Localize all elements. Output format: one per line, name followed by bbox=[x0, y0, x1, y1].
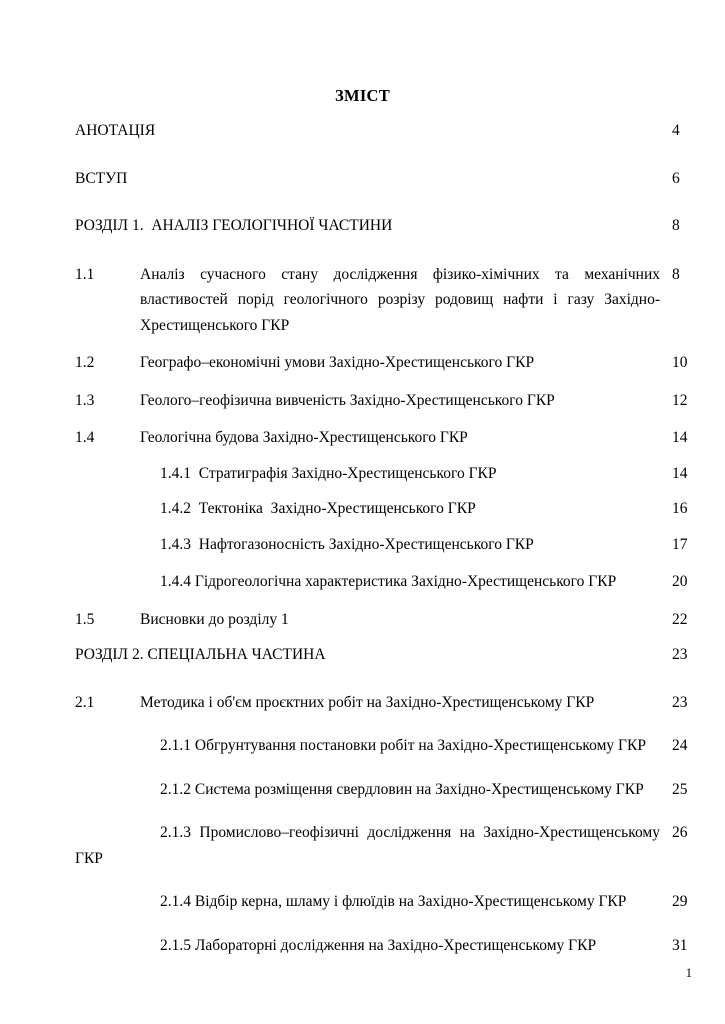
toc-entry[interactable] bbox=[0, 213, 725, 239]
toc-entry[interactable] bbox=[0, 118, 725, 144]
toc-entry-page-number: 26 bbox=[672, 824, 688, 841]
spacer bbox=[0, 376, 725, 388]
toc-entry-number: 1.1 bbox=[75, 265, 95, 283]
toc-entry[interactable] bbox=[0, 642, 725, 668]
toc-entry-page-number: 20 bbox=[672, 573, 688, 590]
toc-entry-title: Аналіз сучасного стану дослідження фізико-хімічних та механічних властивостей порід геологічного розрізу родовищ нафти і газу Західно-Хрестищенського ГКР bbox=[140, 265, 664, 334]
spacer bbox=[0, 451, 725, 461]
spacer bbox=[0, 191, 725, 213]
spacer bbox=[0, 557, 725, 569]
spacer bbox=[0, 802, 725, 820]
spacer bbox=[0, 486, 725, 496]
toc-entry-page-number: 14 bbox=[672, 464, 688, 482]
toc-entry-page-number: 4 bbox=[672, 122, 680, 139]
toc-entry-title: Висновки до розділу 1 bbox=[140, 610, 289, 628]
toc-entry-title: РОЗДІЛ 1. АНАЛІЗ ГЕОЛОГІЧНОЇ ЧАСТИНИ bbox=[75, 217, 393, 234]
toc-entry-title: РОЗДІЛ 2. СПЕЦІАЛЬНА ЧАСТИНА bbox=[75, 646, 326, 663]
toc-entry-page-number: 16 bbox=[672, 500, 688, 517]
toc-entry-page-number: 14 bbox=[672, 429, 688, 446]
toc-entry-title: Геологічна будова Західно-Хрестищенського ГКР bbox=[140, 429, 468, 446]
table-of-contents bbox=[0, 118, 725, 958]
toc-entry-page-number: 12 bbox=[672, 391, 688, 409]
toc-entry-title: 1.4.3 Нафтогазоносність Західно-Хрестищенського ГКР bbox=[160, 535, 534, 553]
toc-entry[interactable] bbox=[0, 933, 725, 959]
toc-entry-page-number: 8 bbox=[672, 217, 680, 234]
toc-entry[interactable] bbox=[0, 350, 725, 376]
toc-entry-page-number: 29 bbox=[672, 893, 688, 910]
toc-entry[interactable] bbox=[0, 607, 725, 633]
toc-entry[interactable] bbox=[0, 733, 725, 759]
toc-entry-number: 1.2 bbox=[75, 354, 95, 371]
toc-entry-title: Географо–економічні умови Західно-Хрестищенського ГКР bbox=[140, 354, 535, 371]
toc-entry[interactable] bbox=[0, 820, 725, 871]
toc-entry-title: АНОТАЦІЯ bbox=[75, 122, 156, 139]
spacer bbox=[0, 632, 725, 642]
toc-entry[interactable] bbox=[0, 532, 725, 558]
toc-entry-page-number: 24 bbox=[672, 737, 688, 754]
toc-entry-page-number: 6 bbox=[672, 169, 680, 187]
toc-entry-title: 2.1.5 Лабораторні дослідження на Західно-Хрестищенському ГКР bbox=[160, 936, 597, 954]
toc-entry[interactable] bbox=[0, 388, 725, 414]
toc-entry-page-number: 17 bbox=[672, 535, 688, 553]
toc-entry[interactable] bbox=[0, 889, 725, 915]
toc-entry-title: 2.1.4 Відбір керна, шламу і флюїдів на Західно-Хрестищенському ГКР bbox=[160, 893, 627, 910]
toc-entry-title: Методика і об'єм проєктних робіт на Західно-Хрестищенському ГКР bbox=[140, 693, 595, 711]
toc-entry-title: 2.1.2 Система розміщення свердловин на Західно-Хрестищенському ГКР bbox=[160, 780, 644, 798]
toc-entry[interactable] bbox=[0, 425, 725, 451]
toc-entry[interactable] bbox=[0, 461, 725, 487]
spacer bbox=[0, 668, 725, 690]
toc-entry-title: 2.1.3 Промислово–геофізичні дослідження на Західно-Хрестищенському ГКР bbox=[75, 824, 664, 867]
spacer bbox=[0, 715, 725, 733]
toc-entry[interactable] bbox=[0, 777, 725, 803]
toc-entry-page-number: 22 bbox=[672, 610, 688, 628]
toc-entry-number: 1.3 bbox=[75, 391, 95, 409]
toc-entry[interactable] bbox=[0, 496, 725, 522]
spacer bbox=[0, 239, 725, 262]
toc-entry[interactable] bbox=[0, 690, 725, 716]
toc-entry-page-number: 25 bbox=[672, 780, 688, 798]
spacer bbox=[0, 338, 725, 350]
spacer bbox=[0, 144, 725, 166]
toc-entry[interactable] bbox=[0, 569, 725, 595]
toc-entry[interactable] bbox=[0, 262, 725, 339]
toc-entry-title: 2.1.1 Обгрунтування постановки робіт на Західно-Хрестищенському ГКР bbox=[160, 737, 646, 754]
toc-entry-title: 1.4.1 Стратиграфія Західно-Хрестищенського ГКР bbox=[160, 464, 497, 482]
page-number-footer: 1 bbox=[685, 966, 692, 980]
toc-entry-number: 1.5 bbox=[75, 610, 95, 628]
toc-entry-page-number: 8 bbox=[672, 265, 680, 283]
toc-entry-title: ВСТУП bbox=[75, 169, 128, 187]
toc-entry[interactable] bbox=[0, 166, 725, 192]
spacer bbox=[0, 522, 725, 532]
toc-entry-title: Геолого–геофізична вивченість Західно-Хрестищенського ГКР bbox=[140, 391, 555, 409]
spacer bbox=[0, 915, 725, 933]
toc-entry-page-number: 31 bbox=[672, 936, 688, 954]
toc-entry-number: 1.4 bbox=[75, 429, 95, 446]
spacer bbox=[0, 759, 725, 777]
toc-entry-number: 2.1 bbox=[75, 693, 95, 711]
page-title: ЗМІСТ bbox=[334, 86, 391, 105]
toc-entry-title: 1.4.4 Гідрогеологічна характеристика Західно-Хрестищенського ГКР bbox=[160, 573, 617, 590]
toc-entry-page-number: 23 bbox=[672, 693, 688, 711]
spacer bbox=[0, 595, 725, 607]
spacer bbox=[0, 871, 725, 889]
toc-entry-page-number: 10 bbox=[672, 354, 688, 371]
toc-entry-title: 1.4.2 Тектоніка Західно-Хрестищенського ГКР bbox=[160, 500, 476, 517]
spacer bbox=[0, 413, 725, 425]
toc-entry-page-number: 23 bbox=[672, 646, 688, 663]
